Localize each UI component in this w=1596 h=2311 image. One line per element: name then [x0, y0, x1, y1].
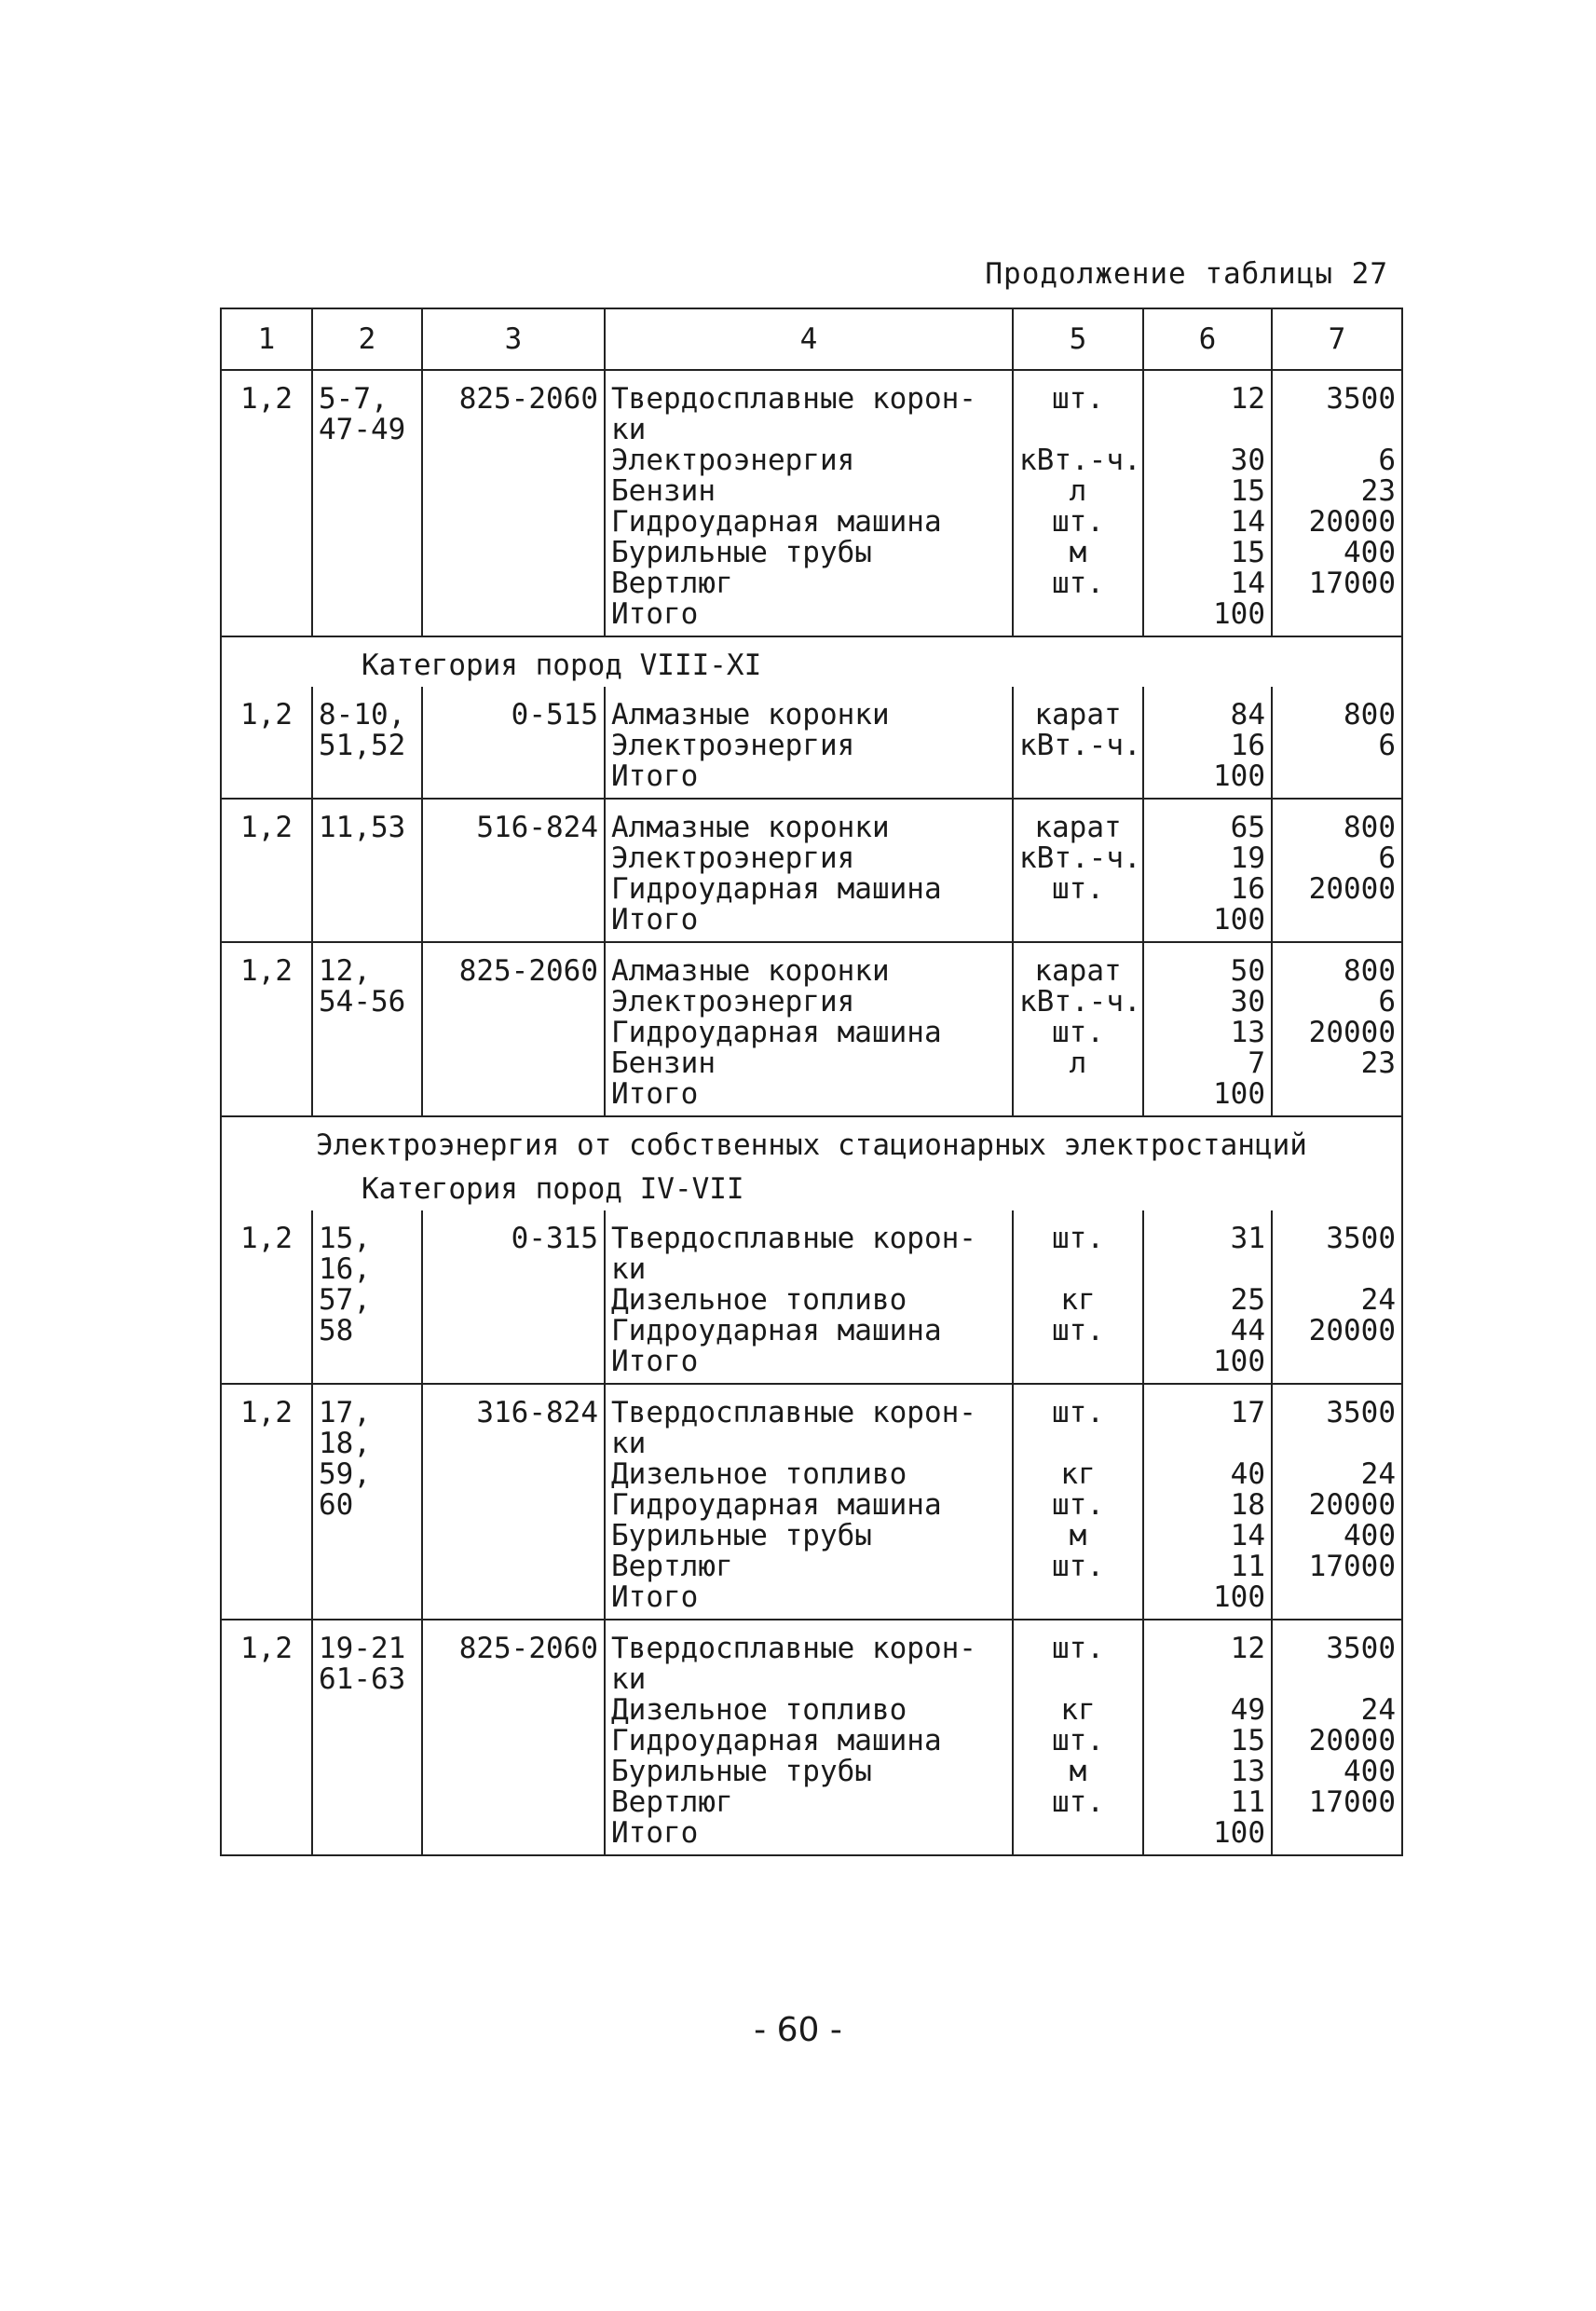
cell-norm-numbers: 5-7, 47-49 — [312, 370, 422, 636]
header-row — [221, 308, 1402, 370]
cell-norm-numbers: 19-21 61-63 — [312, 1620, 422, 1855]
cell-values: 800 6 — [1272, 687, 1402, 799]
cell-units: карат кВт.-ч. шт. л — [1013, 942, 1143, 1116]
cell-units: шт. кг шт. м шт. — [1013, 1384, 1143, 1620]
cell-resource-names: Алмазные коронки Электроэнергия Гидроударная машина Бензин Итого — [605, 942, 1013, 1116]
section-heading: Электроэнергия от собственных стационарных электростанций — [316, 1128, 1307, 1162]
cell-norm-numbers: 11,53 — [312, 799, 422, 942]
cell-percent: 12 49 15 13 11 100 — [1143, 1620, 1272, 1855]
cell-values: 3500 24 20000 400 17000 — [1272, 1620, 1402, 1855]
table-row — [221, 799, 1402, 942]
cell-percent: 50 30 13 7 100 — [1143, 942, 1272, 1116]
cell-resource-names: Твердосплавные корон- ки Электроэнергия Бензин Гидроударная машина Бурильные трубы Вертлюг Итого — [605, 370, 1013, 636]
cell-units: карат кВт.-ч. — [1013, 687, 1143, 799]
column-header: 7 — [1272, 308, 1402, 370]
table-row — [221, 687, 1402, 799]
column-header: 3 — [422, 308, 605, 370]
table-row — [221, 942, 1402, 1116]
table-row — [221, 1384, 1402, 1620]
cell-resource-names: Твердосплавные корон- ки Дизельное топливо Гидроударная машина Итого — [605, 1210, 1013, 1384]
cell-values: 3500 24 20000 — [1272, 1210, 1402, 1384]
cell-norm-numbers: 15, 16, 57, 58 — [312, 1210, 422, 1384]
data-table — [220, 308, 1403, 1856]
cell-values: 800 6 20000 — [1272, 799, 1402, 942]
cell-depth-range: 316-824 — [422, 1384, 605, 1620]
cell-values: 3500 6 23 20000 400 17000 — [1272, 370, 1402, 636]
cell-depth-range: 0-515 — [422, 687, 605, 799]
table-caption: Продолжение таблицы 27 — [985, 257, 1388, 291]
cell-units: шт. кг шт. м шт. — [1013, 1620, 1143, 1855]
section-heading-row — [221, 1167, 1402, 1210]
cell-units: шт. кг шт. — [1013, 1210, 1143, 1384]
cell-percent: 12 30 15 14 15 14 100 — [1143, 370, 1272, 636]
cell-item-number: 1,2 — [221, 1384, 312, 1620]
cell-norm-numbers: 12, 54-56 — [312, 942, 422, 1116]
cell-percent: 31 25 44 100 — [1143, 1210, 1272, 1384]
cell-percent: 17 40 18 14 11 100 — [1143, 1384, 1272, 1620]
table-row — [221, 1620, 1402, 1855]
cell-units: шт. кВт.-ч. л шт. м шт. — [1013, 370, 1143, 636]
cell-resource-names: Алмазные коронки Электроэнергия Гидроударная машина Итого — [605, 799, 1013, 942]
cell-norm-numbers: 17, 18, 59, 60 — [312, 1384, 422, 1620]
cell-depth-range: 825-2060 — [422, 942, 605, 1116]
cell-units: карат кВт.-ч. шт. — [1013, 799, 1143, 942]
cell-depth-range: 825-2060 — [422, 1620, 605, 1855]
column-header: 6 — [1143, 308, 1272, 370]
cell-resource-names: Алмазные коронки Электроэнергия Итого — [605, 687, 1013, 799]
column-header: 4 — [605, 308, 1013, 370]
cell-percent: 65 19 16 100 — [1143, 799, 1272, 942]
cell-norm-numbers: 8-10, 51,52 — [312, 687, 422, 799]
page-number: - 60 - — [754, 2011, 842, 2049]
column-header: 1 — [221, 308, 312, 370]
cell-percent: 84 16 100 — [1143, 687, 1272, 799]
cell-values: 800 6 20000 23 — [1272, 942, 1402, 1116]
cell-depth-range: 0-315 — [422, 1210, 605, 1384]
cell-resource-names: Твердосплавные корон- ки Дизельное топливо Гидроударная машина Бурильные трубы Вертлюг Итого — [605, 1620, 1013, 1855]
column-header: 5 — [1013, 308, 1143, 370]
section-heading-row — [221, 636, 1402, 687]
section-heading-row — [221, 1116, 1402, 1167]
column-header: 2 — [312, 308, 422, 370]
section-heading: Категория пород VIII-XI — [361, 649, 762, 682]
cell-item-number: 1,2 — [221, 942, 312, 1116]
table-row — [221, 370, 1402, 636]
cell-resource-names: Твердосплавные корон- ки Дизельное топливо Гидроударная машина Бурильные трубы Вертлюг Итого — [605, 1384, 1013, 1620]
cell-item-number: 1,2 — [221, 370, 312, 636]
table-row — [221, 1210, 1402, 1384]
cell-item-number: 1,2 — [221, 1620, 312, 1855]
section-subheading: Категория пород IV-VII — [361, 1172, 744, 1206]
cell-item-number: 1,2 — [221, 1210, 312, 1384]
cell-item-number: 1,2 — [221, 799, 312, 942]
cell-item-number: 1,2 — [221, 687, 312, 799]
cell-depth-range: 516-824 — [422, 799, 605, 942]
cell-depth-range: 825-2060 — [422, 370, 605, 636]
cell-values: 3500 24 20000 400 17000 — [1272, 1384, 1402, 1620]
